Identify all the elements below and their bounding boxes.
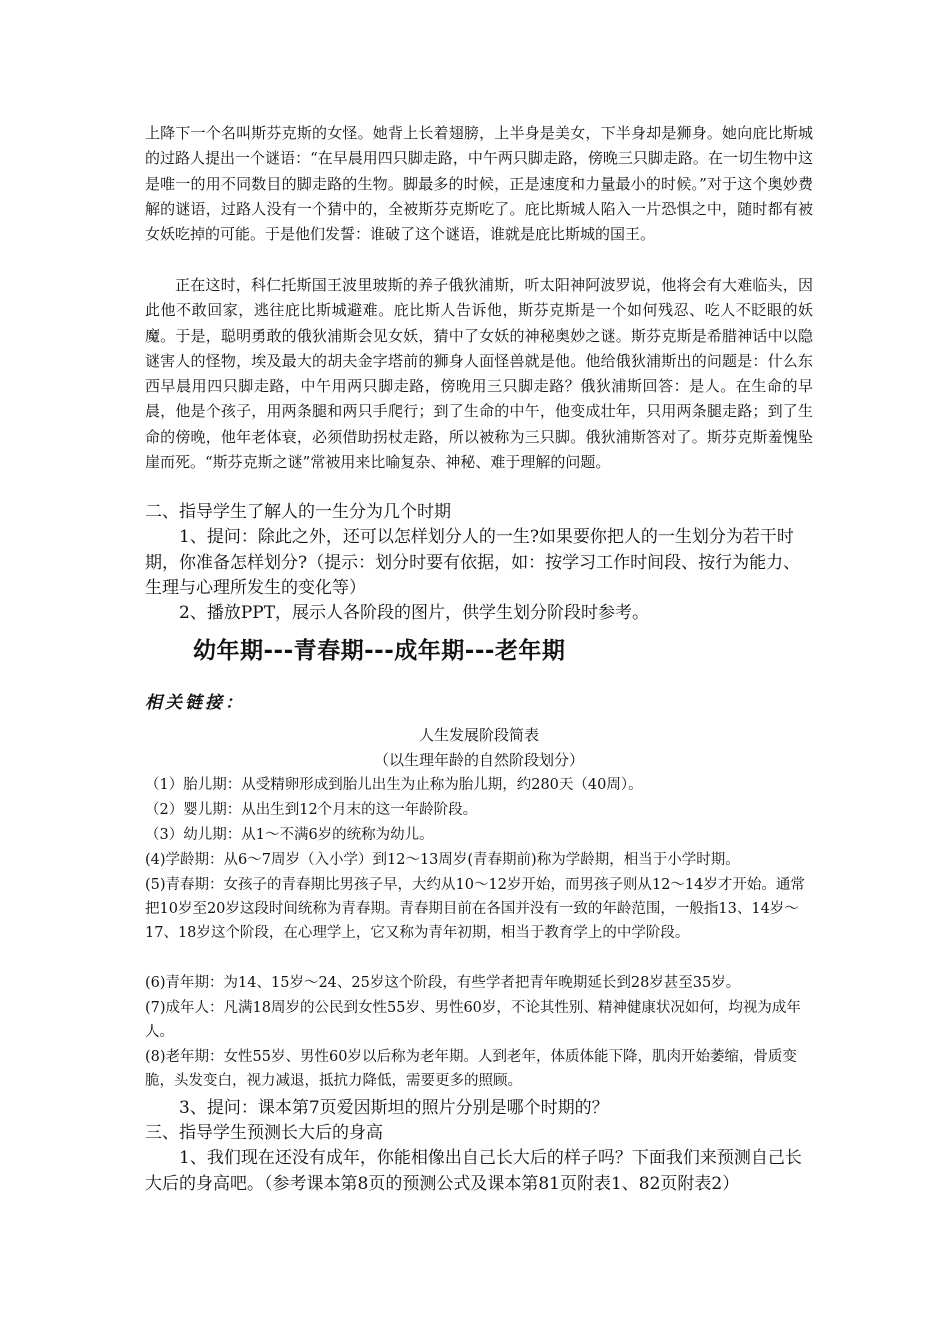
stage-item-infant: （2）婴儿期：从出生到12个月末的这一年龄阶段。 (145, 802, 478, 818)
question-1: 1、提问：除此之外，还可以怎样划分人的一生?如果要你把人的一生划分为若干时期，你准备怎样划分?（提示：划分时要有依据，如：按学习工作时间段、按行为能力、生理与心理所发生的变化等） (145, 527, 801, 598)
prediction-paragraph: 1、我们现在还没有成年，你能相像出自己长大后的样子吗？下面我们来预测自己长大后的身高吧。（参考课本第8页的预测公式及课本第81页附表1、82页附表2） (145, 1148, 802, 1194)
stages-title: 幼年期---青春期---成年期---老年期 (193, 638, 566, 664)
story-paragraph-1: 上降下一个名叫斯芬克斯的女怪。她背上长着翅膀，上半身是美女，下半身却是狮身。她向庇比斯城的过路人提出一个谜语：“在早晨用四只脚走路，中午两只脚走路，傍晚三只脚走路。在一切生物中这是唯一的用不同数目的脚走路的生物。脚最多的时候，正是速度和力量最小的时候。”对于这个奥妙费解的谜语，过路人没有一个猜中的，全被斯芬克斯吃了。庇比斯城人陷入一片恐惧之中，随时都有被女妖吃掉的可能。于是他们发誓：谁破了这个谜语，谁就是庇比斯城的国王。 (145, 124, 813, 244)
stage-item-school-age: (4)学龄期：从6～7周岁（入小学）到12～13周岁(青春期前)称为学龄期，相当于小学时期。 (145, 852, 740, 868)
story-paragraph-2: 正在这时，科仁托斯国王波里玻斯的养子俄狄浦斯，听太阳神阿波罗说，他将会有大难临头，因此他不敢回家，逃往庇比斯城避难。庇比斯人告诉他，斯芬克斯是一个如何残忍、吃人不眨眼的妖魔。于是，聪明勇敢的俄狄浦斯会见女妖，猜中了女妖的神秘奥妙之谜。斯芬克斯是希腊神话中以隐谜害人的怪物，埃及最大的胡夫金字塔前的狮身人面怪兽就是他。他给俄狄浦斯出的问题是：什么东西早晨用四只脚走路，中午用两只脚走路，傍晚用三只脚走路？俄狄浦斯回答：是人。在生命的早晨，他是个孩子，用两条腿和两只手爬行；到了生命的中午，他变成壮年，只用两条腿走路；到了生命的傍晚，他年老体衰，必须借助拐杖走路，所以被称为三只脚。俄狄浦斯答对了。斯芬克斯羞愧坠崖而死。“斯芬克斯之谜”常被用来比喻复杂、神秘、难于理解的问题。 (145, 276, 813, 472)
stage-item-fetal: （1）胎儿期：从受精卵形成到胎儿出生为止称为胎儿期，约280天（40周）。 (145, 777, 643, 793)
related-links-label: 相关链接： (145, 693, 245, 713)
table-title: 人生发展阶段简表 (418, 726, 539, 744)
stage-item-adult: (7)成年人：凡满18周岁的公民到女性55岁、男性60岁，不论其性别、精神健康状况如何，均视为成年人。 (145, 1000, 801, 1040)
stage-item-toddler: （3）幼儿期：从1～不满6岁的统称为幼儿。 (145, 827, 434, 843)
question-3: 3、提问：课本第7页爱因斯坦的照片分别是哪个时期的？ (179, 1098, 609, 1118)
stage-item-youth: (6)青年期：为14、15岁～24、25岁这个阶段，有些学者把青年晚期延长到28岁甚至35岁。 (145, 975, 741, 991)
stage-item-puberty: (5)青春期：女孩子的青春期比男孩子早，大约从10～12岁开始，而男孩子则从12～14岁才开始。通常把10岁至20岁这段时间统称为青春期。青春期目前在各国并没有一致的年龄范围，一般指13、14岁～17、18岁这个阶段，在心理学上，它又称为青年初期，相当于教育学上的中学阶段。 (145, 877, 805, 941)
stage-item-elderly: (8)老年期：女性55岁、男性60岁以后称为老年期。人到老年，体质体能下降，肌肉开始萎缩，骨质变脆，头发变白，视力减退，抵抗力降低，需要更多的照顾。 (145, 1049, 797, 1089)
question-2: 2、播放PPT，展示人各阶段的图片，供学生划分阶段时参考。 (179, 603, 650, 623)
table-subtitle: （以生理年龄的自然阶段划分） (373, 751, 584, 769)
section-3-heading: 三、指导学生预测长大后的身高 (145, 1123, 383, 1143)
section-2-heading: 二、指导学生了解人的一生分为几个时期 (145, 502, 451, 522)
